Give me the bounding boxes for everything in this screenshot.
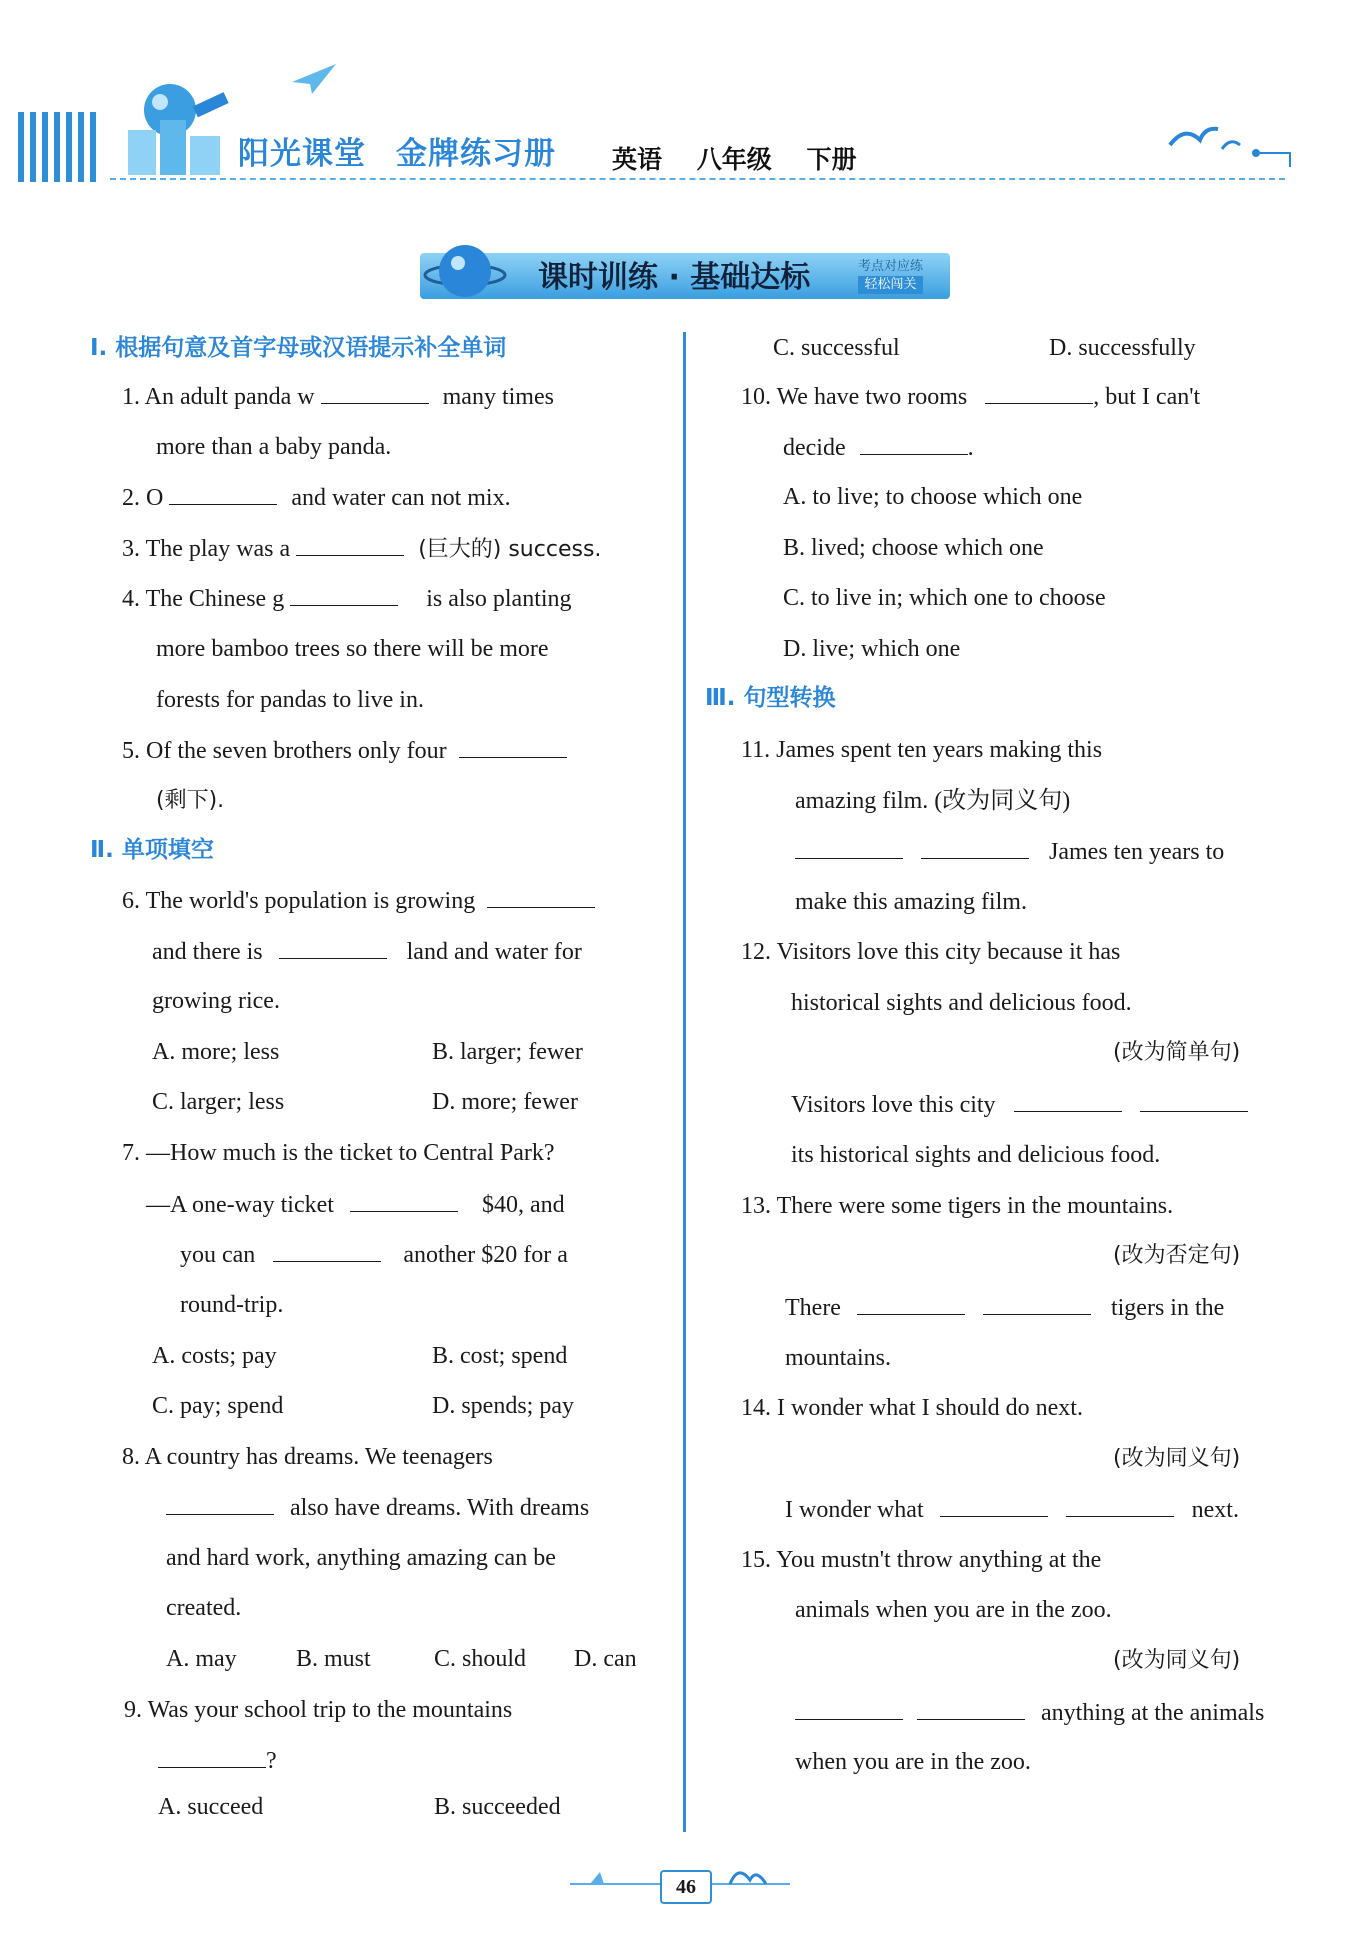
question-9-line-2: ?: [158, 1745, 277, 1776]
section-2-title: Ⅱ. 单项填空: [90, 837, 214, 863]
answer-blank[interactable]: [279, 936, 387, 959]
answer-blank[interactable]: [158, 1745, 266, 1768]
header-divider: [110, 178, 1285, 180]
banner-tag-bottom: 轻松闯关: [858, 276, 923, 294]
question-12-line-3: Visitors love this city: [791, 1089, 1248, 1120]
answer-blank[interactable]: [860, 432, 968, 455]
answer-blank[interactable]: [459, 735, 567, 758]
option-9c[interactable]: C. successful: [773, 335, 900, 361]
book-info: [612, 140, 856, 176]
banner-tag: [858, 258, 923, 294]
paper-plane-icon: [290, 60, 340, 100]
question-7-line-3: you can another $20 for a: [180, 1239, 568, 1270]
question-7-line-1: 7. —How much is the ticket to Central Park?: [122, 1140, 555, 1166]
column-divider: [683, 332, 686, 1832]
question-11-line-4: make this amazing film.: [795, 889, 1027, 915]
section-1-title: Ⅰ. 根据句意及首字母或汉语提示补全单词: [90, 335, 507, 361]
question-10-line-2: decide .: [783, 432, 974, 463]
question-13-line-3: mountains.: [785, 1345, 891, 1371]
question-14-line-2: I wonder what next.: [785, 1494, 1239, 1525]
brand-title: [238, 128, 556, 173]
option-7b[interactable]: B. cost; spend: [432, 1343, 568, 1369]
globe-telescope-icon: [108, 70, 238, 180]
answer-blank[interactable]: [1140, 1089, 1248, 1112]
question-14-instruction: (改为同义句): [1113, 1446, 1241, 1471]
question-14-line-1: 14. I wonder what I should do next.: [741, 1395, 1083, 1421]
question-12-instruction: (改为简单句): [1113, 1040, 1241, 1065]
question-15-line-1: 15. You mustn't throw anything at the: [741, 1547, 1102, 1573]
brand-right: 金牌练习册: [396, 136, 556, 172]
question-6-line-3: growing rice.: [152, 988, 280, 1014]
question-15-line-4: when you are in the zoo.: [795, 1749, 1031, 1775]
question-12-line-4: its historical sights and delicious food.: [791, 1142, 1161, 1168]
question-4-line-3: forests for pandas to live in.: [156, 687, 424, 713]
banner-title: 课时训练 · 基础达标: [538, 260, 811, 295]
option-10c[interactable]: C. to live in; which one to choose: [783, 585, 1106, 611]
question-5-line-2: (剩下).: [156, 788, 225, 813]
question-1-line-2: more than a baby panda.: [156, 434, 392, 460]
option-8b[interactable]: B. must: [296, 1646, 371, 1672]
question-9-line-1: 9. Was your school trip to the mountains: [124, 1697, 513, 1723]
question-13-instruction: (改为否定句): [1113, 1243, 1241, 1268]
option-9d[interactable]: D. successfully: [1049, 335, 1196, 361]
question-11-line-1: 11. James spent ten years making this: [741, 737, 1103, 763]
question-8-line-2: also have dreams. With dreams: [166, 1492, 589, 1523]
option-9b[interactable]: B. succeeded: [434, 1794, 561, 1820]
answer-blank[interactable]: [940, 1494, 1048, 1517]
question-11-line-2: amazing film. (改为同义句): [795, 788, 1071, 814]
question-2: 2. O and water can not mix.: [122, 482, 511, 513]
page-number: 46: [660, 1870, 712, 1904]
header-stripes-decoration: [18, 112, 98, 182]
option-9a[interactable]: A. succeed: [158, 1794, 264, 1820]
question-15-line-2: animals when you are in the zoo.: [795, 1597, 1112, 1623]
question-6-line-1: 6. The world's population is growing: [122, 885, 595, 916]
question-6-line-2: and there is land and water for: [152, 936, 582, 967]
question-15-instruction: (改为同义句): [1113, 1648, 1241, 1673]
option-8d[interactable]: D. can: [574, 1646, 637, 1672]
answer-blank[interactable]: [350, 1189, 458, 1212]
section-3-title: Ⅲ. 句型转换: [705, 685, 836, 711]
question-8-line-3: and hard work, anything amazing can be: [166, 1545, 556, 1571]
answer-blank[interactable]: [795, 836, 903, 859]
question-13-line-2: There tigers in the: [785, 1292, 1224, 1323]
answer-blank[interactable]: [983, 1292, 1091, 1315]
question-1-line-1: 1. An adult panda w many times: [122, 381, 554, 412]
option-6a[interactable]: A. more; less: [152, 1039, 280, 1065]
banner-tag-top: 考点对应练: [858, 259, 924, 274]
question-8-line-1: 8. A country has dreams. We teenagers: [122, 1444, 493, 1470]
question-12-line-1: 12. Visitors love this city because it has: [741, 939, 1121, 965]
answer-blank[interactable]: [296, 533, 404, 556]
option-6c[interactable]: C. larger; less: [152, 1089, 285, 1115]
question-10-line-1: 10. We have two rooms , but I can't: [741, 381, 1200, 412]
answer-blank[interactable]: [166, 1492, 274, 1515]
question-11-line-3: James ten years to: [795, 836, 1224, 867]
question-3: 3. The play was a (巨大的) success.: [122, 533, 601, 565]
subject-label: 英语: [612, 145, 663, 174]
option-8c[interactable]: C. should: [434, 1646, 527, 1672]
option-8a[interactable]: A. may: [166, 1646, 237, 1672]
answer-blank[interactable]: [921, 836, 1029, 859]
answer-blank[interactable]: [273, 1239, 381, 1262]
answer-blank[interactable]: [487, 885, 595, 908]
answer-blank[interactable]: [290, 583, 398, 606]
answer-blank[interactable]: [321, 381, 429, 404]
birds-icon: [1160, 115, 1300, 175]
brand-left: 阳光课堂: [238, 136, 366, 172]
page-header: [0, 0, 1350, 200]
volume-label: 下册: [806, 145, 857, 174]
answer-blank[interactable]: [1066, 1494, 1174, 1517]
option-10b[interactable]: B. lived; choose which one: [783, 535, 1044, 561]
answer-blank[interactable]: [917, 1697, 1025, 1720]
answer-blank[interactable]: [985, 381, 1093, 404]
option-7a[interactable]: A. costs; pay: [152, 1343, 277, 1369]
option-7d[interactable]: D. spends; pay: [432, 1393, 574, 1419]
question-13-line-1: 13. There were some tigers in the mountains.: [741, 1193, 1174, 1219]
option-6d[interactable]: D. more; fewer: [432, 1089, 578, 1115]
question-4-line-2: more bamboo trees so there will be more: [156, 636, 549, 662]
question-7-line-4: round-trip.: [180, 1292, 284, 1318]
question-5-line-1: 5. Of the seven brothers only four: [122, 735, 567, 766]
answer-blank[interactable]: [857, 1292, 965, 1315]
question-4-line-1: 4. The Chinese g is also planting: [122, 583, 572, 614]
option-6b[interactable]: B. larger; fewer: [432, 1039, 583, 1065]
answer-blank[interactable]: [169, 482, 277, 505]
answer-blank[interactable]: [1014, 1089, 1122, 1112]
question-7-line-2: —A one-way ticket $40, and: [146, 1189, 565, 1220]
option-7c[interactable]: C. pay; spend: [152, 1393, 284, 1419]
option-10d[interactable]: D. live; which one: [783, 636, 961, 662]
option-10a[interactable]: A. to live; to choose which one: [783, 484, 1083, 510]
question-15-line-3: anything at the animals: [795, 1697, 1264, 1728]
answer-blank[interactable]: [795, 1697, 903, 1720]
grade-label: 八年级: [696, 145, 772, 174]
question-12-line-2: historical sights and delicious food.: [791, 990, 1132, 1016]
globe-icon: [420, 235, 510, 313]
question-8-line-4: created.: [166, 1595, 242, 1621]
